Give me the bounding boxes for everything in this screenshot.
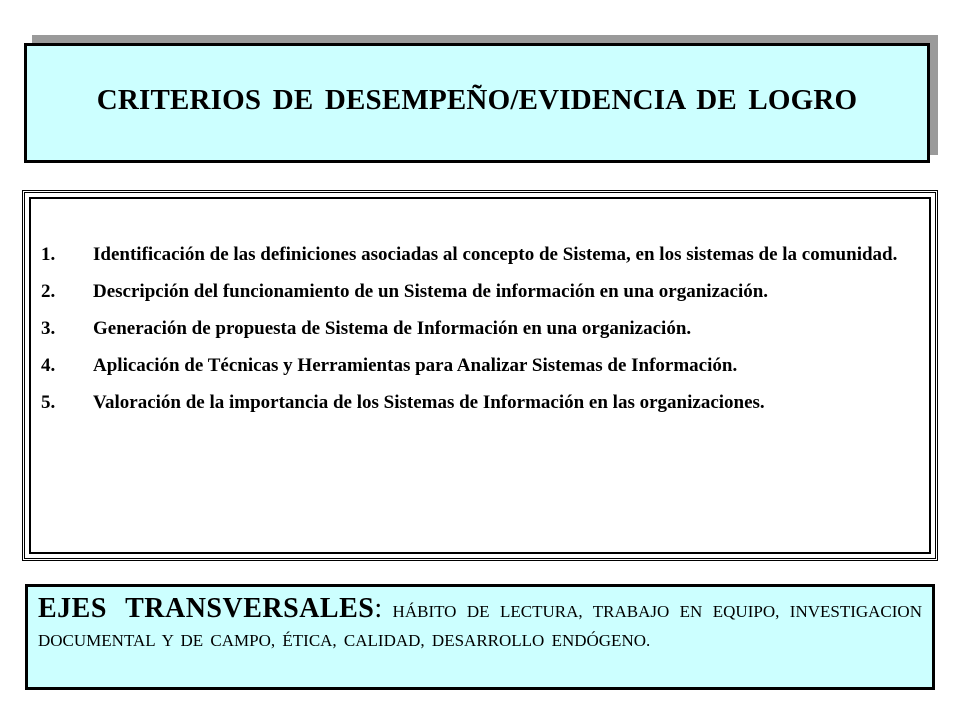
criteria-item-text: Descripción del funcionamiento de un Sistema de información en una organización.: [93, 281, 769, 302]
criteria-list: [41, 243, 926, 428]
criteria-item-number: 3.: [41, 318, 56, 339]
criteria-item-text: Aplicación de Técnicas y Herramientas para Analizar Sistemas de Información.: [93, 355, 738, 376]
criteria-item-number: 2.: [41, 281, 56, 302]
criteria-item: [41, 280, 926, 304]
criteria-item-text: Generación de propuesta de Sistema de Información en una organización.: [93, 318, 692, 339]
criteria-item-number: 4.: [41, 355, 56, 376]
page-title: CRITERIOS DE DESEMPEÑO/EVIDENCIA DE LOGRO: [96, 83, 858, 116]
title-panel: [24, 35, 938, 165]
criteria-panel: [22, 190, 938, 561]
criteria-inner-frame: [29, 197, 931, 554]
criteria-item-text: Identificación de las definiciones asociadas al concepto de Sistema, en los sistemas de la comunidad.: [93, 244, 898, 265]
ejes-separator: :: [374, 593, 383, 624]
criteria-item: [41, 391, 926, 415]
criteria-item: [41, 243, 926, 267]
criteria-item: [41, 354, 926, 378]
criteria-item: [41, 317, 926, 341]
criteria-item-text: Valoración de la importancia de los Sistemas de Información en las organizaciones.: [93, 392, 765, 413]
criteria-item-number: 5.: [41, 392, 56, 413]
ejes-label: EJES TRANSVERSALES: [38, 593, 375, 624]
criteria-item-number: 1.: [41, 244, 56, 265]
ejes-panel: [25, 584, 935, 690]
title-box: [24, 43, 930, 163]
ejes-text: HÁBITO DE LECTURA, TRABAJO EN EQUIPO, INVESTIGACION DOCUMENTAL Y DE CAMPO, ÉTICA, CALIDAD, DESARROLLO ENDÓGENO.: [38, 602, 922, 650]
